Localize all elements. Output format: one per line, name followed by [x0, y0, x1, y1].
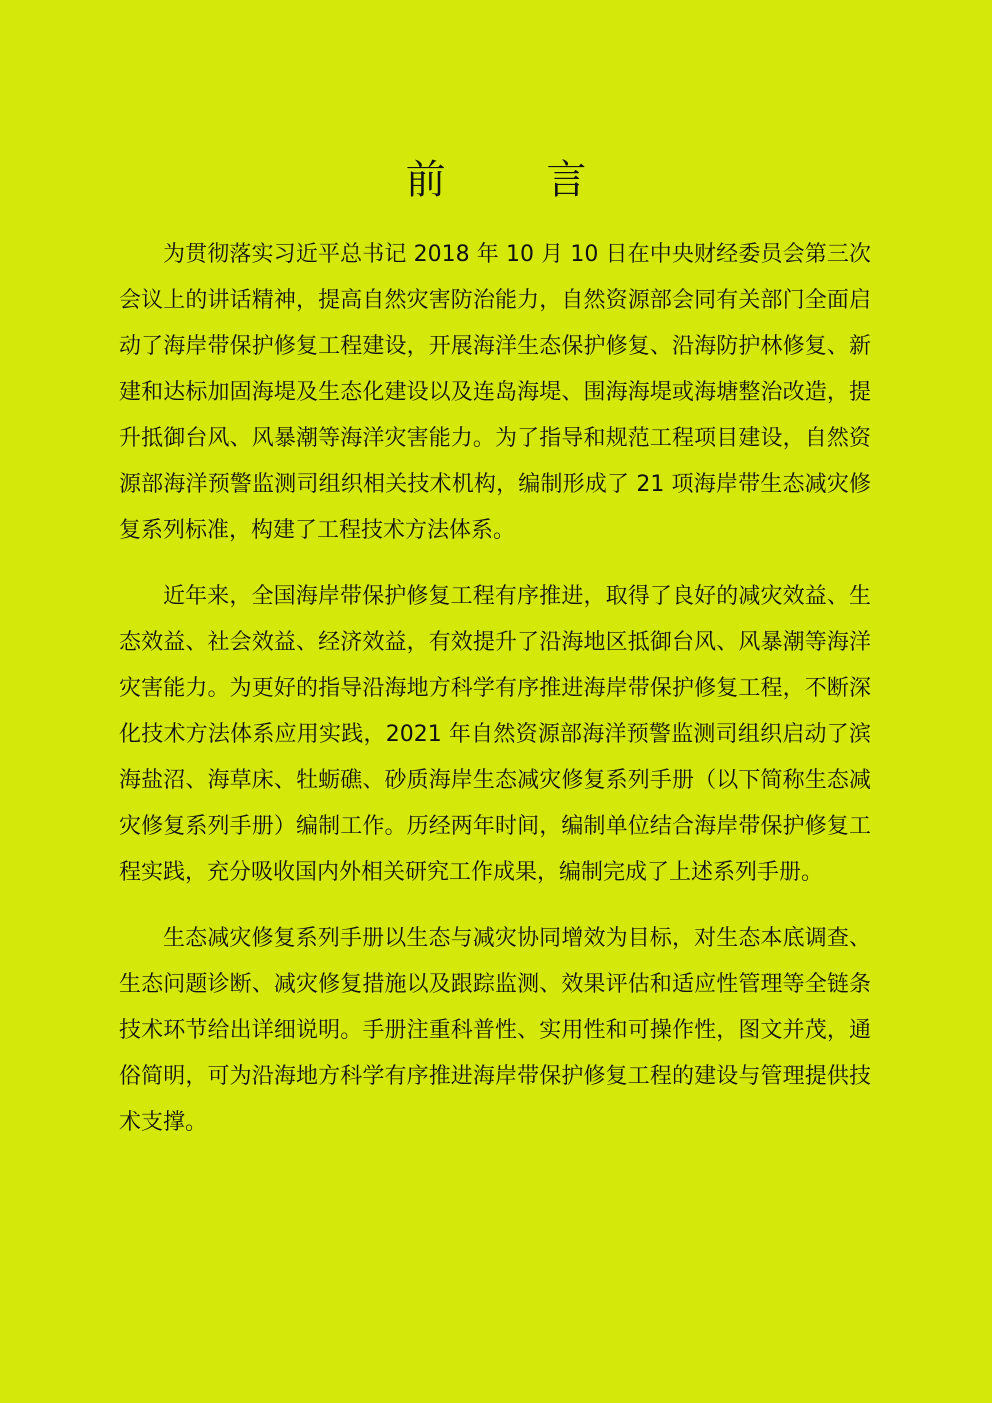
paragraph-1: 为贯彻落实习近平总书记 2018 年 10 月 10 日在中央财经委员会第三次会议上的讲话精神，提高自然灾害防治能力，自然资源部会同有关部门全面启动了海岸带保护修复工程建设，开展海洋生态保护修复、沿海防护林修复、新建和达标加固海堤及生态化建设以及连岛海堤、围海海堤或海塘整治改造，提升抵御台风、风暴潮等海洋灾害能力。为了指导和规范工程项目建设，自然资源部海洋预警监测司组织相关技术机构，编制形成了 21 项海岸带生态减灾修复系列标准，构建了工程技术方法体系。: [119, 242, 871, 543]
paragraph-3: 生态减灾修复系列手册以生态与减灾协同增效为目标，对生态本底调查、生态问题诊断、减灾修复措施以及跟踪监测、效果评估和适应性管理等全链条技术环节给出详细说明。手册注重科普性、实用性和可操作性，图文并茂，通俗简明，可为沿海地方科学有序推进海岸带保护修复工程的建设与管理提供技术支撑。: [119, 926, 871, 1135]
preface-body: [119, 232, 871, 1166]
paragraph-2: 近年来，全国海岸带保护修复工程有序推进，取得了良好的减灾效益、生态效益、社会效益、经济效益，有效提升了沿海地区抵御台风、风暴潮等海洋灾害能力。为更好的指导沿海地方科学有序推进海岸带保护修复工程，不断深化技术方法体系应用实践，2021 年自然资源部海洋预警监测司组织启动了滨海盐沼、海草床、牡蛎礁、砂质海岸生态减灾修复系列手册（以下简称生态减灾修复系列手册）编制工作。历经两年时间，编制单位结合海岸带保护修复工程实践，充分吸收国内外相关研究工作成果，编制完成了上述系列手册。: [119, 584, 871, 885]
page-title: 前 言: [405, 157, 631, 203]
